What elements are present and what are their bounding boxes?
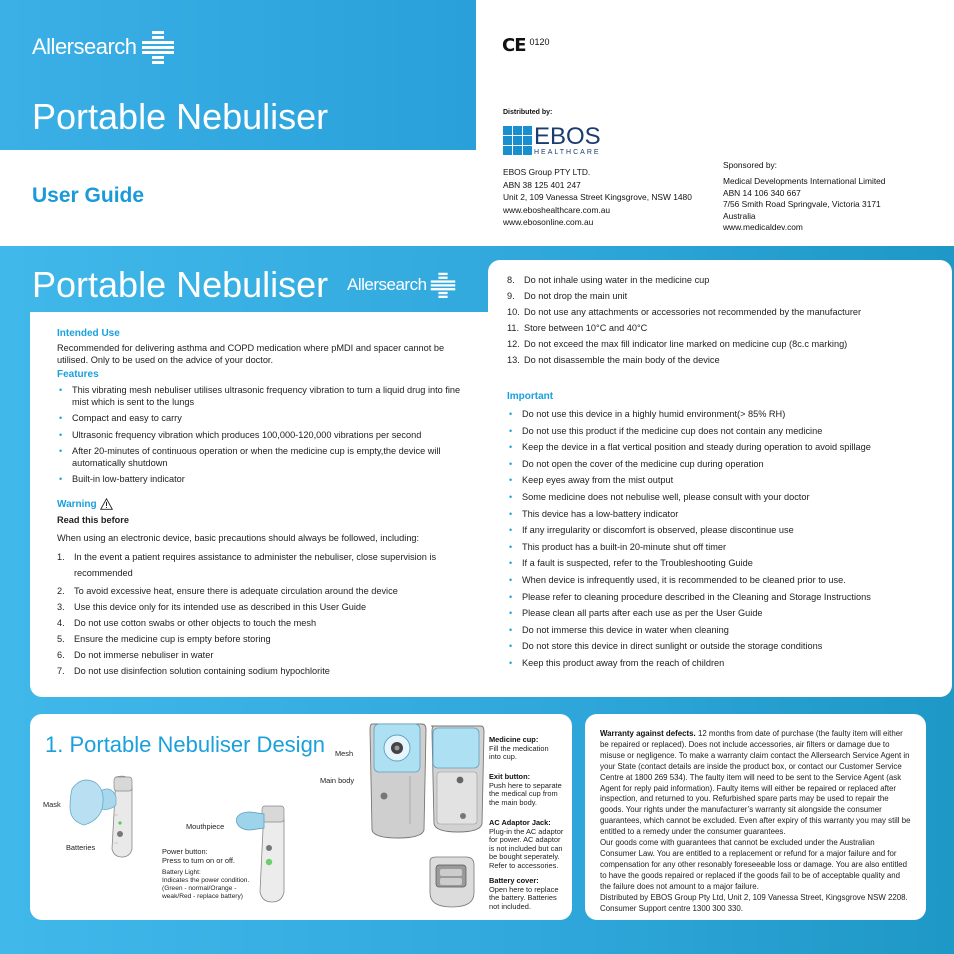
sponsor-line: 7/56 Smith Road Springvale, Victoria 3171 bbox=[723, 199, 881, 210]
ce-icon: CE bbox=[502, 35, 526, 56]
sponsor-label: Sponsored by: bbox=[723, 160, 778, 170]
sponsor-line: ABN 14 106 340 667 bbox=[723, 187, 801, 198]
address-line: ABN 38 125 401 247 bbox=[503, 179, 581, 190]
ac-adaptor-text: Plug-in the AC adaptor for power. AC adaptor is not included but can be bought seperately. Refer to accessories. bbox=[489, 826, 564, 870]
warning-list-continued bbox=[507, 274, 937, 366]
address-line: Unit 2, 109 Vanessa Street Kingsgrove, NSW 1480 bbox=[503, 192, 692, 203]
read-this-before: Read this before bbox=[57, 515, 129, 525]
list-item: • Keep the device in a flat vertical position and steady during operation to avoid spillage bbox=[507, 441, 937, 453]
cross-logo-icon bbox=[141, 30, 175, 64]
battery-light-label: Battery Light: Indicates the power condition. (Green - normal/Orange - weak/Red - replace battery) bbox=[162, 869, 250, 900]
list-item: 4. Do not use cotton swabs or other objects to touch the mesh bbox=[57, 618, 317, 628]
warning-intro: When using an electronic device, basic precautions should always be followed, including: bbox=[57, 533, 420, 543]
battery-cover-callout bbox=[489, 877, 569, 911]
ebos-grid-icon bbox=[503, 126, 532, 155]
warning-heading bbox=[57, 498, 113, 510]
nebuliser-front-view-illustration bbox=[366, 720, 428, 840]
list-item: • Do not store this device in direct sunlight or outside the storage conditions bbox=[507, 640, 937, 652]
list-item: • Keep this product away from the reach of children bbox=[507, 657, 937, 669]
cover-title: Portable Nebuliser bbox=[32, 96, 329, 137]
warranty-text bbox=[600, 729, 912, 914]
batteries-label: Batteries bbox=[66, 843, 96, 852]
cross-logo-icon bbox=[430, 272, 456, 298]
warranty-distributor: Distributed by EBOS Group Pty Ltd, Unit 2, 109 Vanessa Street, Kingsgrove NSW 2208. Consumer Support centre 1300 300 330. bbox=[600, 892, 908, 913]
guide-title: Portable Nebuliser bbox=[32, 264, 329, 305]
list-item: • Do not immerse this device in water when cleaning bbox=[507, 624, 937, 636]
mask-label: Mask bbox=[43, 800, 61, 809]
list-item: 12. Do not exceed the max fill indicator line marked on medicine cup (8c.c marking) bbox=[507, 339, 848, 349]
features-list bbox=[57, 384, 477, 485]
battery-cover-text: Open here to replace the battery. Batteries not included. bbox=[489, 884, 559, 911]
design-title: 1. Portable Nebuliser Design bbox=[45, 732, 326, 757]
list-item: 5. Ensure the medicine cup is empty before storing bbox=[57, 634, 271, 644]
warranty-body: 12 months from date of purchase (the faulty item will either be repaired or replaced). Does not include accessories, air filters or damage due to misuse or negligence. To make a warranty claim contact the Allersearch Service Agent in your State (contact details are inside the product box, or contact our Customer Service Centre at 1800 269 534). The faulty item will need to be sent to the Service Agent (ask Agent for reply paid information). Faulty items will either be repaired or replaced after inspection, and returned to you. Refurbished spare parts may be used to repair the goods. Your rights under the manufacturer’s warranty sit alongside the consumer guarantees, which cannot be excluded. Even after expiry of this warranty you may still be entitled to a remedy under the consumer guarantees. bbox=[600, 729, 911, 837]
ac-adaptor-callout bbox=[489, 819, 569, 871]
battery-cover-illustration bbox=[426, 855, 478, 913]
list-item: • Compact and easy to carry bbox=[57, 412, 477, 424]
ebos-address bbox=[503, 166, 692, 229]
list-item: • If any irregularity or discomfort is observed, please discontinue use bbox=[507, 524, 937, 536]
list-item: • This device has a low-battery indicator bbox=[507, 508, 937, 520]
list-item: • After 20-minutes of continuous operation or when the medicine cup is empty,the device will automatically shutdown bbox=[57, 445, 477, 469]
sponsor-line: Medical Developments International Limited bbox=[723, 176, 886, 187]
mesh-label: Mesh bbox=[335, 749, 354, 758]
list-item: • This vibrating mesh nebuliser utilises ultrasonic frequency vibration to turn a liquid drug into fine mist which is sent to the lungs bbox=[57, 384, 477, 408]
list-item: 11. Store between 10°C and 40°C bbox=[507, 323, 648, 333]
user-guide-heading: User Guide bbox=[32, 184, 145, 207]
medicine-cup-text: Fill the medication into cup. bbox=[489, 743, 549, 762]
list-item: • Do not use this product if the medicine cup does not contain any medicine bbox=[507, 425, 937, 437]
exit-button-callout bbox=[489, 773, 569, 807]
battery-cover-title: Battery cover: bbox=[489, 876, 539, 885]
list-item: 2. To avoid excessive heat, ensure there is adequate circulation around the device bbox=[57, 586, 398, 596]
intended-use-heading: Intended Use bbox=[57, 328, 120, 339]
intended-use-text: Recommended for delivering asthma and COPD medication where pMDI and spacer cannot be utilised. Only to be used on the advice of your doctor. bbox=[57, 343, 445, 365]
warning-list bbox=[57, 549, 477, 677]
list-item: • Keep eyes away from the mist output bbox=[507, 474, 937, 486]
list-item: • Ultrasonic frequency vibration which produces 100,000-120,000 vibrations per second bbox=[57, 429, 477, 441]
ebos-logo bbox=[503, 125, 601, 156]
logo-text: Allersearch bbox=[32, 34, 137, 59]
exit-button-text: Push here to separate the medical cup from the main body. bbox=[489, 780, 562, 807]
list-item: 7. Do not use disinfection solution containing sodium hypochlorite bbox=[57, 666, 330, 676]
features-heading: Features bbox=[57, 369, 99, 380]
warranty-consumer-law: Our goods come with guarantees that cannot be excluded under the Australian Consumer Law. You are entitled to a replacement or refund for a major failure and for compensation for any other resonably foreseeable loss or damage. You are also entitled to have the goods repaired or replaced if the goods fail to be of acceptable quality and the failure does not amount to a major failure. bbox=[600, 838, 908, 891]
mouthpiece-label: Mouthpiece bbox=[186, 822, 225, 831]
allersearch-logo bbox=[32, 30, 175, 64]
list-item: • Built-in low-battery indicator bbox=[57, 473, 477, 485]
warning-triangle-icon bbox=[100, 498, 113, 510]
website-link[interactable]: www.medicaldev.com bbox=[723, 222, 803, 233]
ebos-subtitle: HEALTHCARE bbox=[534, 149, 601, 156]
warranty-heading: Warranty against defects. bbox=[600, 729, 696, 738]
logo-text: Allersearch bbox=[347, 275, 427, 294]
address-line: EBOS Group PTY LTD. bbox=[503, 167, 591, 177]
sponsor-line: Australia bbox=[723, 210, 756, 221]
list-item: • Some medicine does not nebulise well, please consult with your doctor bbox=[507, 491, 937, 503]
list-item: 13. Do not disassemble the main body of the device bbox=[507, 355, 720, 365]
website-link[interactable]: www.ebosonline.com.au bbox=[503, 217, 594, 228]
ac-adaptor-title: AC Adaptor Jack: bbox=[489, 818, 551, 827]
ce-number: 0120 bbox=[529, 36, 550, 47]
list-item: • Please clean all parts after each use as per the User Guide bbox=[507, 607, 937, 619]
important-heading: Important bbox=[507, 391, 554, 402]
list-item: 1. In the event a patient requires assistance to administer the nebuliser, close supervision is recommended bbox=[57, 552, 437, 578]
warning-title: Warning bbox=[57, 498, 97, 510]
list-item: 9. Do not drop the main unit bbox=[507, 291, 628, 301]
important-list bbox=[507, 408, 937, 669]
list-item: • Do not use this device in a highly humid environment(> 85% RH) bbox=[507, 408, 937, 420]
ebos-wordmark: EBOS bbox=[534, 123, 601, 150]
list-item: • When device is infrequently used, it is recommended to be cleaned prior to use. bbox=[507, 574, 937, 586]
list-item: 10. Do not use any attachments or accessories not recommended by the manufacturer bbox=[507, 307, 862, 317]
list-item: • This product has a built-in 20-minute shut off timer bbox=[507, 541, 937, 553]
ce-mark bbox=[502, 35, 550, 56]
power-button-label: Power button: Press to turn on or off. bbox=[162, 847, 235, 865]
main-body-label: Main body bbox=[320, 776, 355, 785]
list-item: • If a fault is suspected, refer to the Troubleshooting Guide bbox=[507, 557, 937, 569]
list-item: 8. Do not inhale using water in the medicine cup bbox=[507, 275, 710, 285]
guide-logo bbox=[347, 272, 456, 298]
medicine-cup-title: Medicine cup: bbox=[489, 735, 539, 744]
nebuliser-back-view-illustration bbox=[427, 722, 485, 834]
exit-button-title: Exit button: bbox=[489, 772, 531, 781]
list-item: 3. Use this device only for its intended use as described in this User Guide bbox=[57, 602, 367, 612]
list-item: • Please refer to cleaning procedure described in the Cleaning and Storage Instructions bbox=[507, 591, 937, 603]
medicine-cup-callout bbox=[489, 736, 569, 762]
list-item: • Do not open the cover of the medicine cup during operation bbox=[507, 458, 937, 470]
list-item: 6. Do not immerse nebuliser in water bbox=[57, 650, 214, 660]
website-link[interactable]: www.eboshealthcare.com.au bbox=[503, 204, 611, 215]
distributed-by-label: Distributed by: bbox=[503, 109, 553, 116]
sponsor-block bbox=[723, 160, 885, 233]
